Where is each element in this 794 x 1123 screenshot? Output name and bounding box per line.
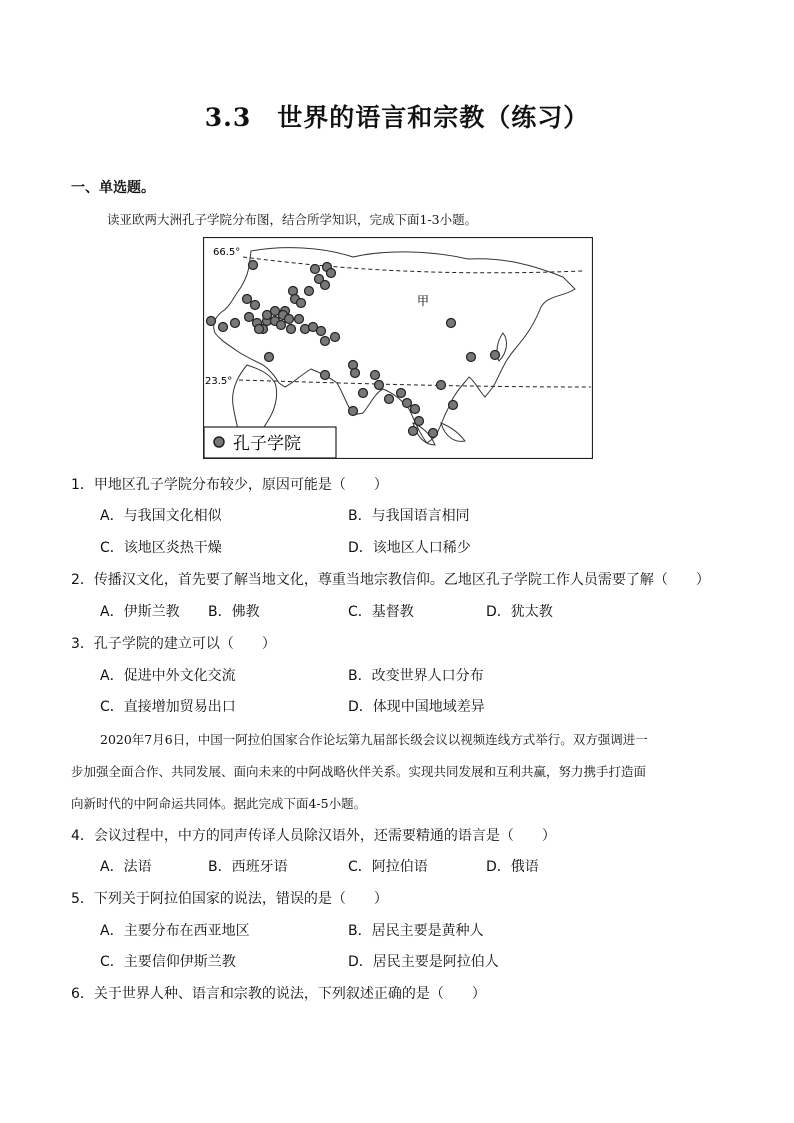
question-4: 4．会议过程中，中方的同声传译人员除汉语外，还需要精通的语言是（ ） bbox=[71, 828, 556, 844]
institute-dot bbox=[349, 407, 358, 416]
q2-option-d[interactable]: D．犹太教 bbox=[486, 604, 553, 620]
institute-dot bbox=[285, 315, 294, 324]
legend-label: 孔子学院 bbox=[233, 434, 301, 454]
q4-option-a[interactable]: A．法语 bbox=[100, 859, 152, 875]
institute-dot bbox=[317, 327, 326, 336]
section-heading: 一、单选题。 bbox=[71, 180, 155, 196]
institute-dot bbox=[467, 353, 476, 362]
institute-dot bbox=[437, 381, 446, 390]
institute-dot bbox=[255, 325, 264, 334]
institute-dot bbox=[249, 261, 258, 270]
institute-dot bbox=[397, 389, 406, 398]
confucius-institute-map bbox=[203, 237, 593, 459]
q1-option-a[interactable]: A．与我国文化相似 bbox=[100, 508, 222, 524]
q1-option-b[interactable]: B．与我国语言相同 bbox=[348, 508, 470, 524]
passage-line-3: 向新时代的中阿命运共同体。据此完成下面4-5小题。 bbox=[71, 796, 367, 811]
q5-option-d[interactable]: D．居民主要是阿拉伯人 bbox=[348, 954, 499, 970]
question-1: 1．甲地区孔子学院分布较少，原因可能是（ ） bbox=[71, 477, 388, 493]
institute-dot bbox=[409, 427, 418, 436]
institute-dot bbox=[321, 281, 330, 290]
institute-dot bbox=[305, 287, 314, 296]
institute-dot bbox=[265, 353, 274, 362]
institute-dot bbox=[219, 323, 228, 332]
passage-line-2: 步加强全面合作、共同发展、面向未来的中阿战略伙伴关系。实现共同发展和互利共赢，努力携手打造面 bbox=[71, 764, 647, 779]
q4-option-b[interactable]: B．西班牙语 bbox=[208, 859, 288, 875]
lat-label-235: 23.5° bbox=[205, 376, 233, 387]
q1-option-d[interactable]: D．该地区人口稀少 bbox=[348, 540, 471, 556]
institute-dot bbox=[449, 401, 458, 410]
institute-dot bbox=[245, 313, 254, 322]
institute-dot bbox=[287, 325, 296, 334]
institute-dot bbox=[263, 311, 272, 320]
institute-dot bbox=[447, 319, 456, 328]
institute-dot bbox=[251, 301, 260, 310]
institute-dot bbox=[411, 405, 420, 414]
passage-line-1: 2020年7月6日，中国一阿拉伯国家合作论坛第九届部长级会议以视频连线方式举行。双方强调进一 bbox=[100, 732, 648, 747]
page-title: 3.3 世界的语言和宗教（练习） bbox=[204, 103, 590, 132]
institute-dot bbox=[331, 333, 340, 342]
institute-dot bbox=[321, 371, 330, 380]
institute-dot bbox=[403, 399, 412, 408]
legend-dot bbox=[214, 437, 224, 447]
institute-dot bbox=[295, 315, 304, 324]
q2-option-a[interactable]: A．伊斯兰教 bbox=[100, 604, 180, 620]
q4-option-c[interactable]: C．阿拉伯语 bbox=[348, 859, 428, 875]
institute-dot bbox=[243, 295, 252, 304]
institute-dot bbox=[321, 337, 330, 346]
institute-dot bbox=[297, 299, 306, 308]
institute-dot bbox=[371, 371, 380, 380]
question-6: 6．关于世界人种、语言和宗教的说法，下列叙述正确的是（ ） bbox=[71, 986, 486, 1002]
question-5: 5．下列关于阿拉伯国家的说法，错误的是（ ） bbox=[71, 891, 388, 907]
institute-dot bbox=[385, 395, 394, 404]
institute-dot bbox=[351, 369, 360, 378]
q5-option-a[interactable]: A．主要分布在西亚地区 bbox=[100, 923, 250, 939]
institute-dot bbox=[415, 417, 424, 426]
question-2: 2．传播汉文化，首先要了解当地文化，尊重当地宗教信仰。乙地区孔子学院工作人员需要了解（ ） bbox=[71, 572, 710, 588]
institute-dot bbox=[311, 265, 320, 274]
region-label-jia: 甲 bbox=[417, 294, 430, 308]
lat-label-665: 66.5° bbox=[213, 247, 241, 258]
intro-text: 读亚欧两大洲孔子学院分布图，结合所学知识，完成下面1-3小题。 bbox=[107, 212, 478, 227]
q2-option-b[interactable]: B．佛教 bbox=[208, 604, 260, 620]
q4-option-d[interactable]: D．俄语 bbox=[486, 859, 539, 875]
institute-dot bbox=[429, 429, 438, 438]
institute-dot bbox=[375, 381, 384, 390]
institute-dot bbox=[359, 389, 368, 398]
institute-dot bbox=[231, 319, 240, 328]
q2-option-c[interactable]: C．基督教 bbox=[348, 604, 414, 620]
q3-option-b[interactable]: B．改变世界人口分布 bbox=[348, 668, 484, 684]
q3-option-d[interactable]: D．体现中国地域差异 bbox=[348, 699, 485, 715]
institute-dot bbox=[207, 317, 216, 326]
q3-option-a[interactable]: A．促进中外文化交流 bbox=[100, 668, 236, 684]
question-3: 3．孔子学院的建立可以（ ） bbox=[71, 636, 276, 652]
institute-dot bbox=[327, 269, 336, 278]
institute-dot bbox=[277, 321, 286, 330]
q1-option-c[interactable]: C．该地区炎热干燥 bbox=[100, 540, 222, 556]
q5-option-b[interactable]: B．居民主要是黄种人 bbox=[348, 923, 484, 939]
q3-option-c[interactable]: C．直接增加贸易出口 bbox=[100, 699, 236, 715]
institute-dot bbox=[491, 351, 500, 360]
q5-option-c[interactable]: C．主要信仰伊斯兰教 bbox=[100, 954, 236, 970]
